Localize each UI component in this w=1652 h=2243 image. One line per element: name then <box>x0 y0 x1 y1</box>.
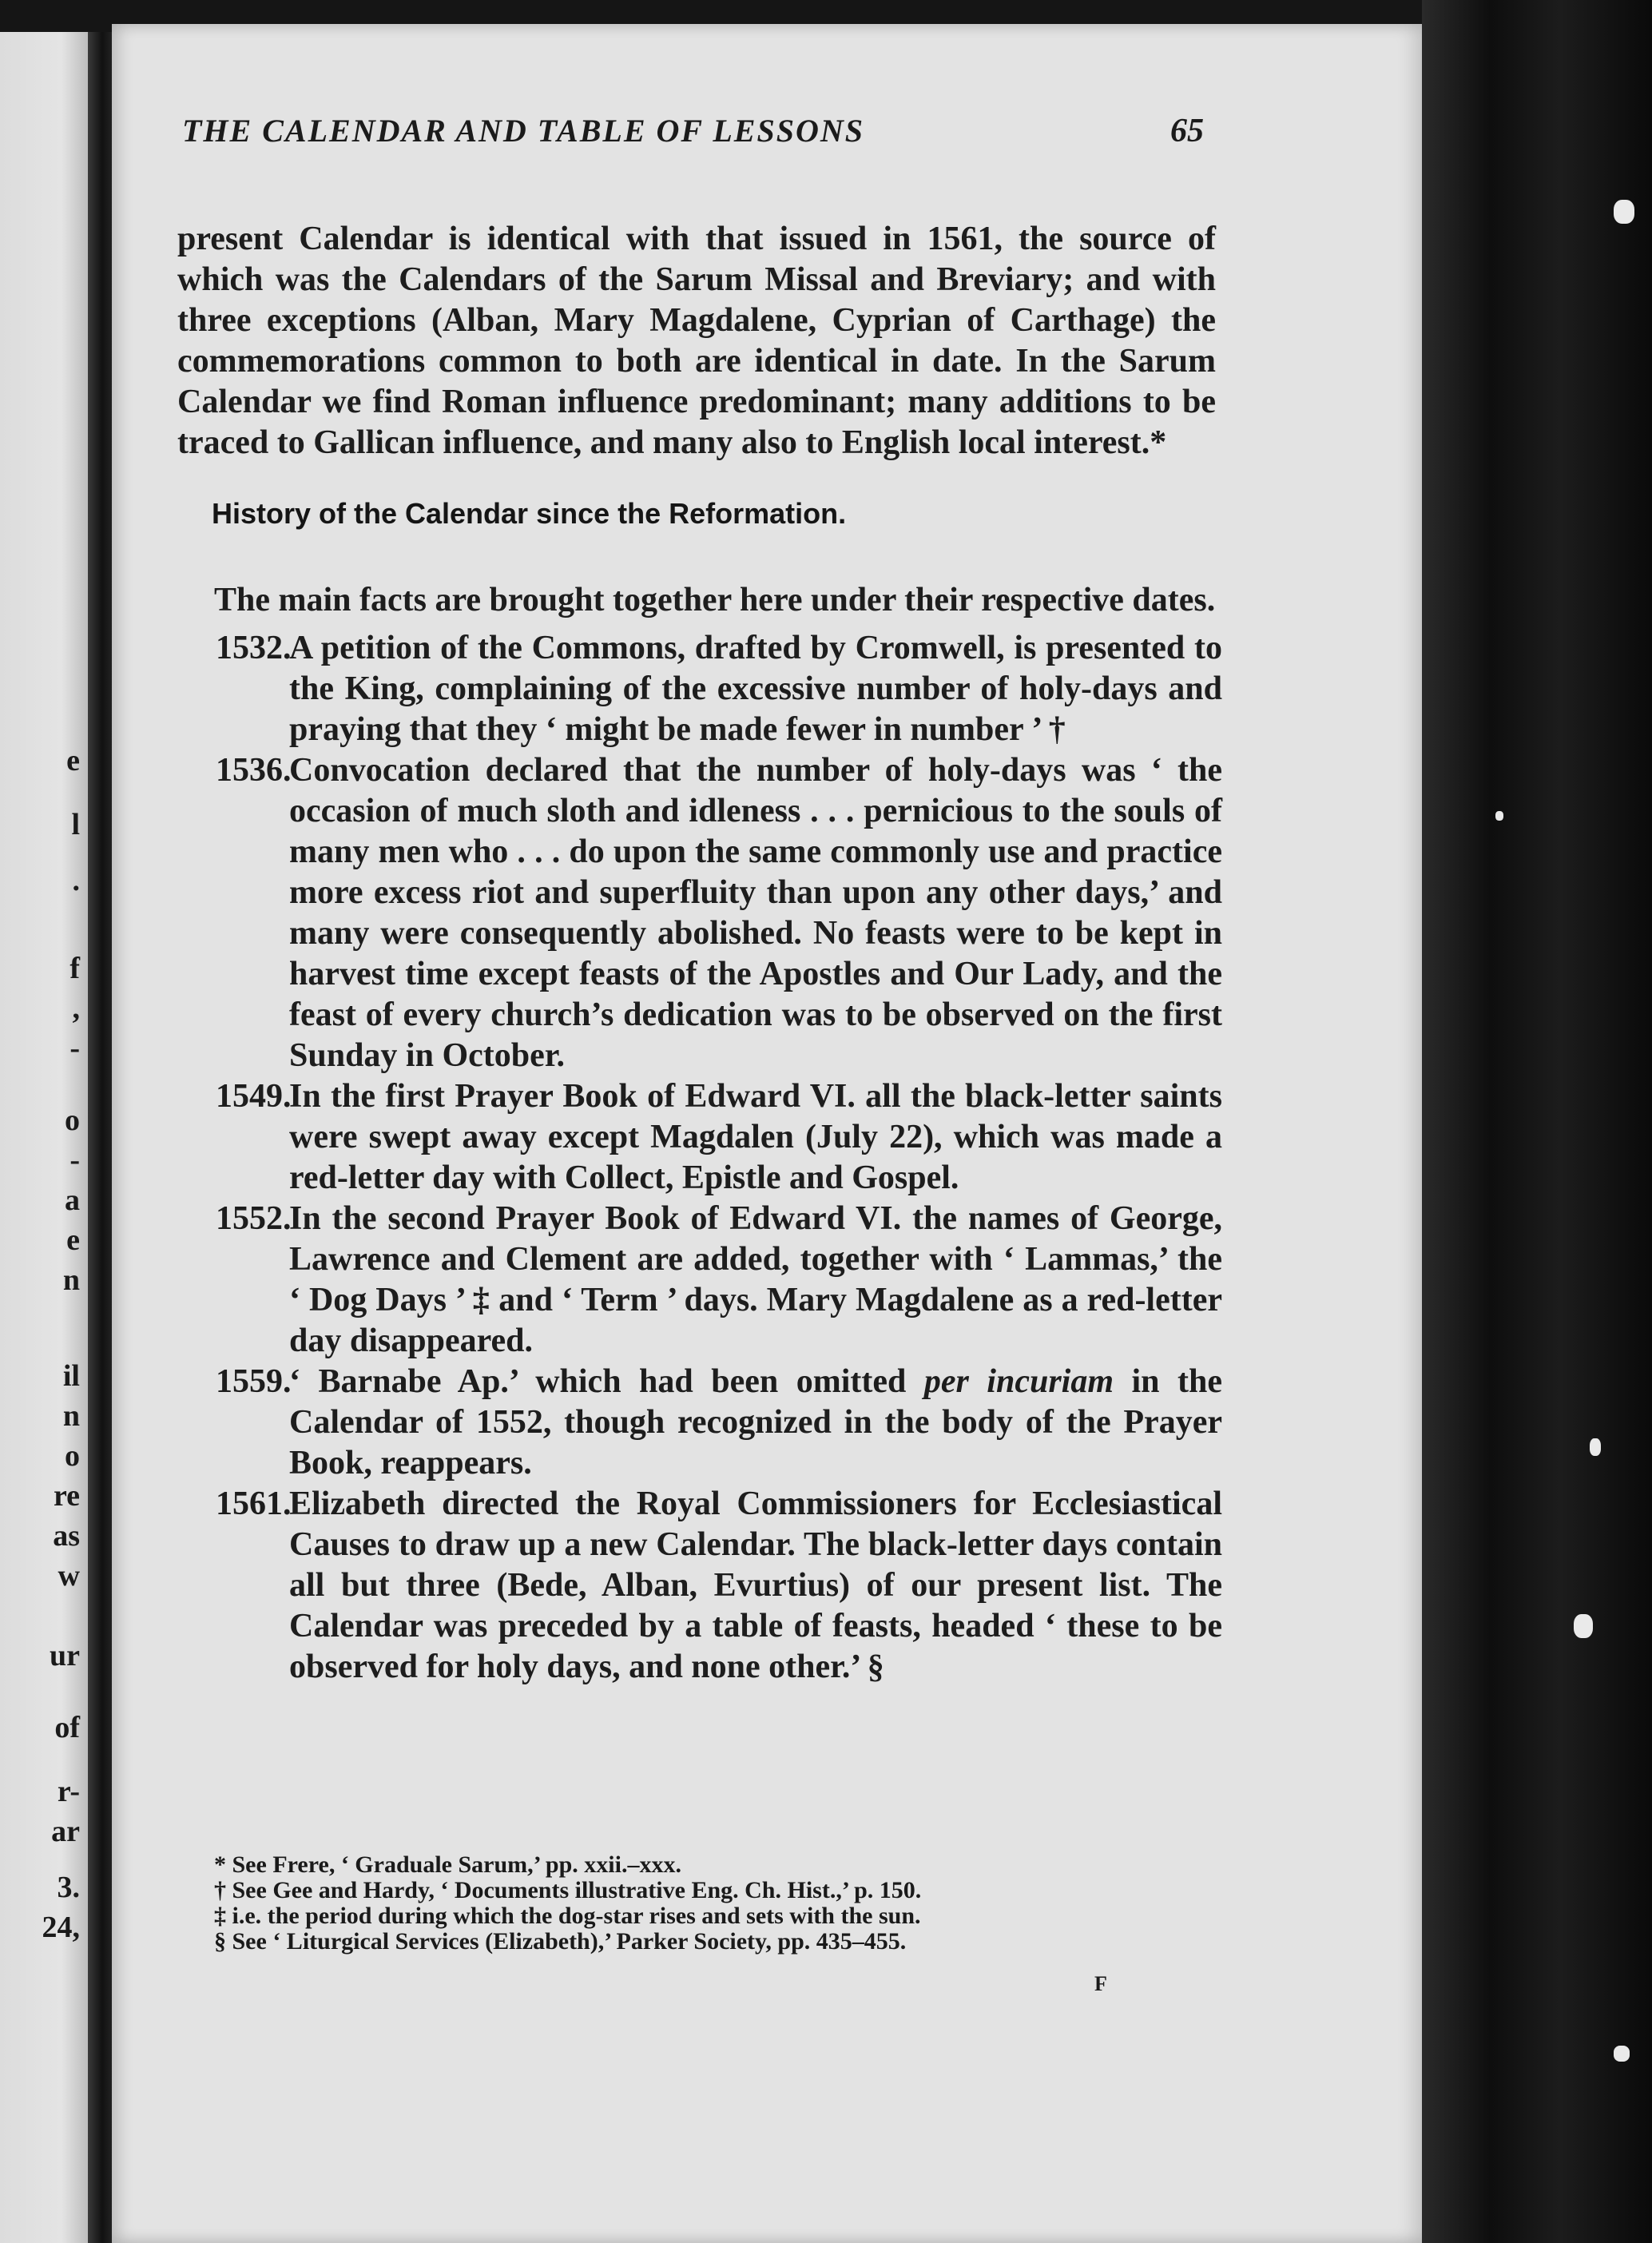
chronology-entry <box>216 1076 1222 1199</box>
left-page-fragment: ur <box>50 1639 80 1672</box>
left-page-fragment: l <box>71 808 80 841</box>
dust-speck <box>1590 1438 1601 1456</box>
dust-speck <box>1614 2046 1630 2062</box>
left-page-fragment: 3. <box>57 1871 80 1904</box>
left-facing-page <box>0 32 88 2243</box>
section-heading: History of the Calendar since the Reformation. <box>212 497 847 530</box>
dust-speck <box>1574 1614 1593 1638</box>
left-page-fragment: r- <box>57 1775 80 1808</box>
footnotes <box>214 1852 1253 1955</box>
left-page-fragment: f <box>69 952 80 985</box>
chronology-entry <box>216 1484 1222 1688</box>
dust-speck <box>1614 200 1634 224</box>
left-page-fragment: o <box>65 1104 80 1137</box>
left-page-fragment: - <box>69 1032 80 1065</box>
page-edge-shadow <box>1422 0 1652 2243</box>
entry-text-italic: per incuriam <box>923 1363 1114 1400</box>
dust-speck <box>1495 811 1503 821</box>
footnote: † See Gee and Hardy, ‘ Documents illustrative Eng. Ch. Hist.,’ p. 150. <box>214 1877 922 1903</box>
left-page-fragment: e <box>66 744 80 777</box>
left-page-fragment: re <box>53 1479 80 1513</box>
left-page-fragment: e <box>66 1223 80 1257</box>
left-page-fragment: n <box>62 1399 80 1433</box>
entry-year: 1552. <box>216 1200 292 1237</box>
left-page-fragment: as <box>53 1519 80 1553</box>
left-page-fragment: ar <box>51 1815 80 1848</box>
entry-text: Elizabeth directed the Royal Commissioners for Ecclesiastical Causes to draw up a new Calendar. The black-letter days contain all but three (Bede, Alban, Evurtius) of our present list. The Calendar was preceded by a table of feasts, headed ‘ these to be observed for holy days, and none other.’ § <box>289 1485 1222 1685</box>
chronology-entry <box>216 628 1222 750</box>
footnote: § See ‘ Liturgical Services (Elizabeth),’ Parker Society, pp. 435–455. <box>214 1928 907 1955</box>
signature-mark: F <box>1094 1972 1107 1995</box>
entry-text: Convocation declared that the number of holy-days was ‘ the occasion of much sloth and idleness . . . pernicious to the souls of many men who . . . do upon the same commonly use and practice more excess riot and superfluity than upon any other days,’ and many were consequently abolished. No feasts were to be kept in harvest time except feasts of the Apostles and Our Lady, and the feast of every church’s dedication was to be observed on the first Sunday in October. <box>289 752 1222 1074</box>
footnote: ‡ i.e. the period during which the dog-star rises and sets with the sun. <box>214 1903 921 1929</box>
book-gutter <box>88 32 112 2243</box>
entry-year: 1559. <box>216 1363 292 1400</box>
entry-text <box>289 1362 1222 1484</box>
entry-text-part: ‘ Barnabe Ap.’ which had been omitted <box>289 1363 924 1400</box>
section-lead-paragraph: The main facts are brought together here under their respective dates. <box>214 582 1216 618</box>
chronology-entry <box>216 1199 1222 1362</box>
left-page-fragment: . <box>72 864 80 897</box>
chronology-list <box>216 628 1222 1688</box>
left-page-fragment: - <box>69 1143 80 1177</box>
chronology-entry <box>216 1362 1222 1484</box>
entry-text: In the second Prayer Book of Edward VI. the names of George, Lawrence and Clement are added, together with ‘ Lammas,’ the ‘ Dog Days ’ ‡ and ‘ Term ’ days. Mary Magdalene as a red-letter day disappeared. <box>289 1200 1222 1359</box>
entry-text: In the first Prayer Book of Edward VI. all the black-letter saints were swept away except Magdalen (July 22), which was made a red-letter day with Collect, Epistle and Gospel. <box>289 1078 1222 1196</box>
entry-year: 1536. <box>216 752 292 789</box>
left-page-fragment: 24, <box>42 1911 80 1944</box>
entry-year: 1561. <box>216 1485 292 1522</box>
left-page-fragment: n <box>62 1263 80 1297</box>
intro-paragraph: present Calendar is identical with that issued in 1561, the source of which was the Calendars of the Sarum Missal and Breviary; and with three exceptions (Alban, Mary Magdalene, Cyprian of Carthage) the commemorations common to both are identical in date. In the Sarum Calendar we find Roman influence predominant; many additions to be traced to Gallican influence, and many also to English local interest.* <box>177 221 1216 461</box>
left-page-fragment: of <box>54 1711 80 1744</box>
left-page-fragment: il <box>62 1359 80 1393</box>
left-page-fragment: , <box>72 992 80 1025</box>
entry-year: 1532. <box>216 630 292 666</box>
entry-text-part: in the Calendar of 1552, though recognized in the body of the Prayer Book, reappears. <box>289 1363 1222 1481</box>
running-head: THE CALENDAR AND TABLE OF LESSONS <box>182 113 864 149</box>
left-page-fragment: w <box>58 1559 80 1593</box>
page-number: 65 <box>1170 113 1204 149</box>
entry-text: A petition of the Commons, drafted by Cromwell, is presented to the King, complaining of the excessive number of holy-days and praying that they ‘ might be made fewer in number ’ † <box>289 630 1222 748</box>
footnote: * See Frere, ‘ Graduale Sarum,’ pp. xxii.–xxx. <box>214 1851 681 1878</box>
entry-year: 1549. <box>216 1078 292 1115</box>
left-page-fragment: a <box>65 1183 80 1217</box>
chronology-entry <box>216 750 1222 1076</box>
left-page-fragment: o <box>65 1439 80 1473</box>
